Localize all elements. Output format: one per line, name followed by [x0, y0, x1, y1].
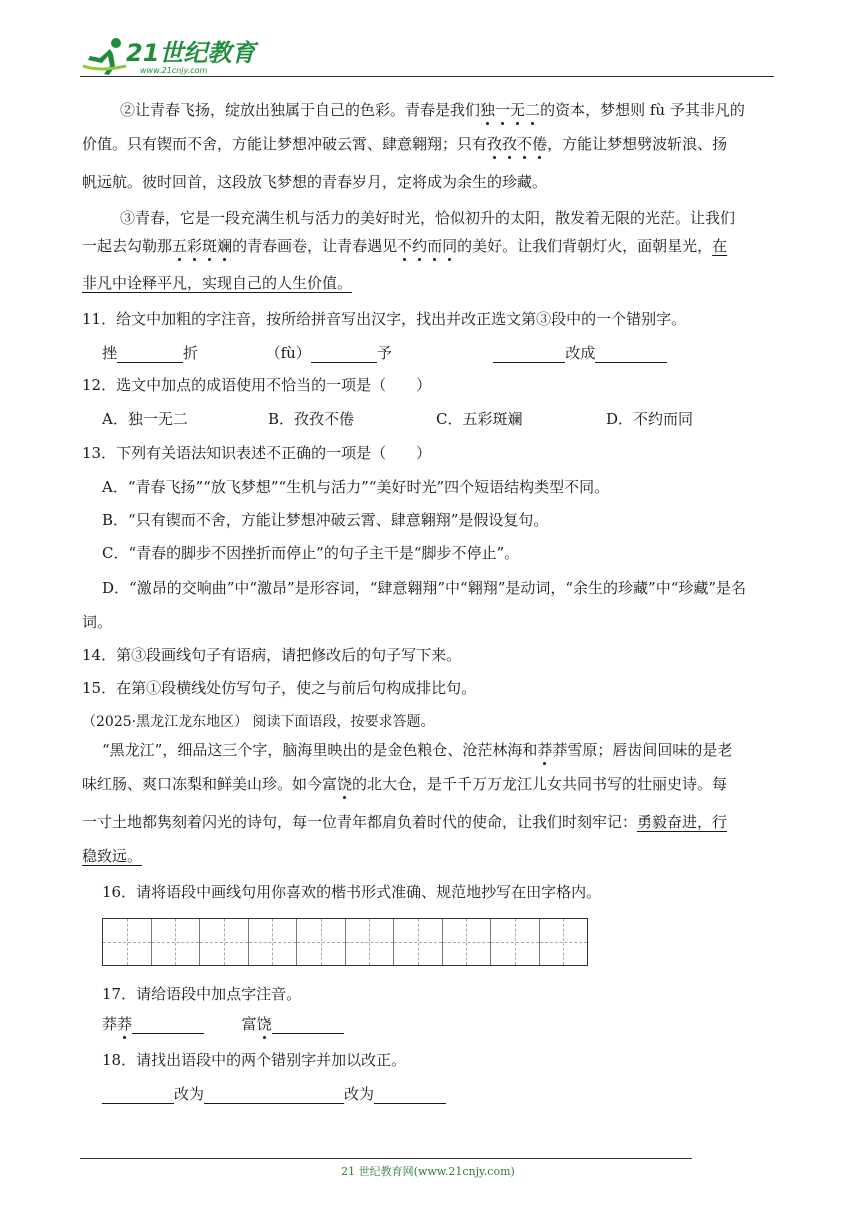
- q18-blank-2[interactable]: [204, 1087, 344, 1104]
- passage-p3-line1: ③青春，它是一段充满生机与活力的美好时光，恰似初升的太阳，散发着无限的光茫。让我们: [120, 209, 736, 227]
- grid-cell[interactable]: [249, 919, 298, 965]
- q11-stem: 11．给文中加粗的字注音，按所给拼音写出汉字，找出并改正选文第③段中的一个错别字。: [82, 310, 687, 328]
- q13-option-a[interactable]: A．“青春飞扬”“放飞梦想”“生机与活力”“美好时光”四个短语结构类型不同。: [102, 478, 610, 496]
- q13-option-d-line2: 词。: [82, 613, 113, 631]
- q11-blank-2[interactable]: [311, 346, 377, 363]
- q17-answers: 莽莽 富饶: [102, 1014, 344, 1034]
- footer-rule: [80, 1158, 692, 1159]
- grid-cell[interactable]: [443, 919, 492, 965]
- footer-text: 21 世纪教育网(www.21cnjy.com): [341, 1165, 515, 1178]
- q13-option-d-line1[interactable]: D．“激昂的交响曲”中“激昂”是形容词，“肆意翱翔”中“翱翔”是动词，“余生的珍藏”中“珍藏”是名: [102, 579, 747, 597]
- q16-stem: 16．请将语段中画线句用你喜欢的楷书形式准确、规范地抄写在田字格内。: [102, 883, 602, 901]
- logo-url: www.21cnjy.com: [140, 66, 208, 75]
- header-logo: [80, 36, 260, 80]
- q17-blank-1[interactable]: [132, 1017, 204, 1034]
- q14-stem: 14．第③段画线句子有语病，请把修改后的句子写下来。: [82, 646, 462, 664]
- q12-option-a[interactable]: A．独一无二: [102, 410, 188, 428]
- q13-option-c[interactable]: C．“青春的脚步不因挫折而停止”的句子主干是“脚步不停止”。: [102, 544, 520, 562]
- q12-stem: 12．选文中加点的成语使用不恰当的一项是（ ）: [82, 376, 432, 394]
- grid-cell[interactable]: [103, 919, 152, 965]
- q11-answers: 挫 折 （fù） 予 改成: [102, 343, 667, 363]
- grid-cell[interactable]: [200, 919, 249, 965]
- grid-cell[interactable]: [394, 919, 443, 965]
- q12-option-d[interactable]: D．不约而同: [606, 410, 694, 428]
- passage2-line2: 味红肠、爽口冻梨和鲜美山珍。如今富饶的北大仓，是千千万万龙江儿女共同书写的壮丽史诗。每: [82, 775, 728, 793]
- section-source: （2025·黑龙江龙东地区） 阅读下面语段，按要求答题。: [82, 714, 435, 730]
- q13-option-b[interactable]: B．“只有锲而不舍，方能让梦想冲破云霄、肆意翱翔”是假设复句。: [102, 511, 549, 529]
- passage2-line1: “黑龙江”，细品这三个字，脑海里映出的是金色粮仓、沧茫林海和莽莽雪原；唇齿间回味的是老: [102, 741, 733, 759]
- passage2-line4-underlined: 稳致远。: [82, 847, 143, 865]
- q12-option-c[interactable]: C．五彩斑斓: [436, 410, 523, 428]
- passage-p2-line3: 帆远航。彼时回首，这段放飞梦想的青春岁月，定将成为余生的珍藏。: [82, 173, 548, 191]
- logo-title: 21世纪教育: [126, 39, 256, 67]
- q15-stem: 15．在第①段横线处仿写句子，使之与前后句构成排比句。: [82, 679, 477, 697]
- q17-blank-2[interactable]: [272, 1017, 344, 1034]
- passage-p3-line2: 一起去勾勒那五彩斑斓的青春画卷，让青春遇见不约而同的美好。让我们背朝灯火，面朝星光，在: [82, 237, 728, 255]
- passage-p2-line2: 价值。只有锲而不舍，方能让梦想冲破云霄、肆意翱翔；只有孜孜不倦，方能让梦想劈波斩浪、扬: [82, 135, 728, 153]
- grid-cell[interactable]: [152, 919, 201, 965]
- q11-blank-1[interactable]: [117, 346, 183, 363]
- q13-stem: 13．下列有关语法知识表述不正确的一项是（ ）: [82, 444, 432, 462]
- passage-p2-line1: ②让青春飞扬，绽放出独属于自己的色彩。青春是我们独一无二的资本，梦想则 fù 予其非凡的: [120, 101, 745, 119]
- tianzige-grid[interactable]: [102, 918, 588, 966]
- q18-stem: 18．请找出语段中的两个错别字并加以改正。: [102, 1051, 407, 1069]
- q18-blank-1[interactable]: [102, 1087, 174, 1104]
- grid-cell[interactable]: [540, 919, 588, 965]
- q11-blank-3[interactable]: [493, 346, 565, 363]
- q18-answers: 改为 改为: [102, 1084, 446, 1104]
- q18-blank-3[interactable]: [374, 1087, 446, 1104]
- grid-cell[interactable]: [491, 919, 540, 965]
- grid-cell[interactable]: [346, 919, 395, 965]
- q12-option-b[interactable]: B．孜孜不倦: [268, 410, 355, 428]
- q17-stem: 17．请给语段中加点字注音。: [102, 985, 302, 1003]
- header-rule: [80, 76, 774, 77]
- passage2-line3: 一寸土地都隽刻着闪光的诗句，每一位青年都肩负着时代的使命，让我们时刻牢记：勇毅奋进，行: [82, 813, 728, 831]
- grid-cell[interactable]: [297, 919, 346, 965]
- runner-logo-icon: [80, 36, 130, 76]
- passage-p3-line3-underlined: 非凡中诠释平凡，实现自己的人生价值。: [82, 274, 353, 292]
- q11-blank-4[interactable]: [595, 346, 667, 363]
